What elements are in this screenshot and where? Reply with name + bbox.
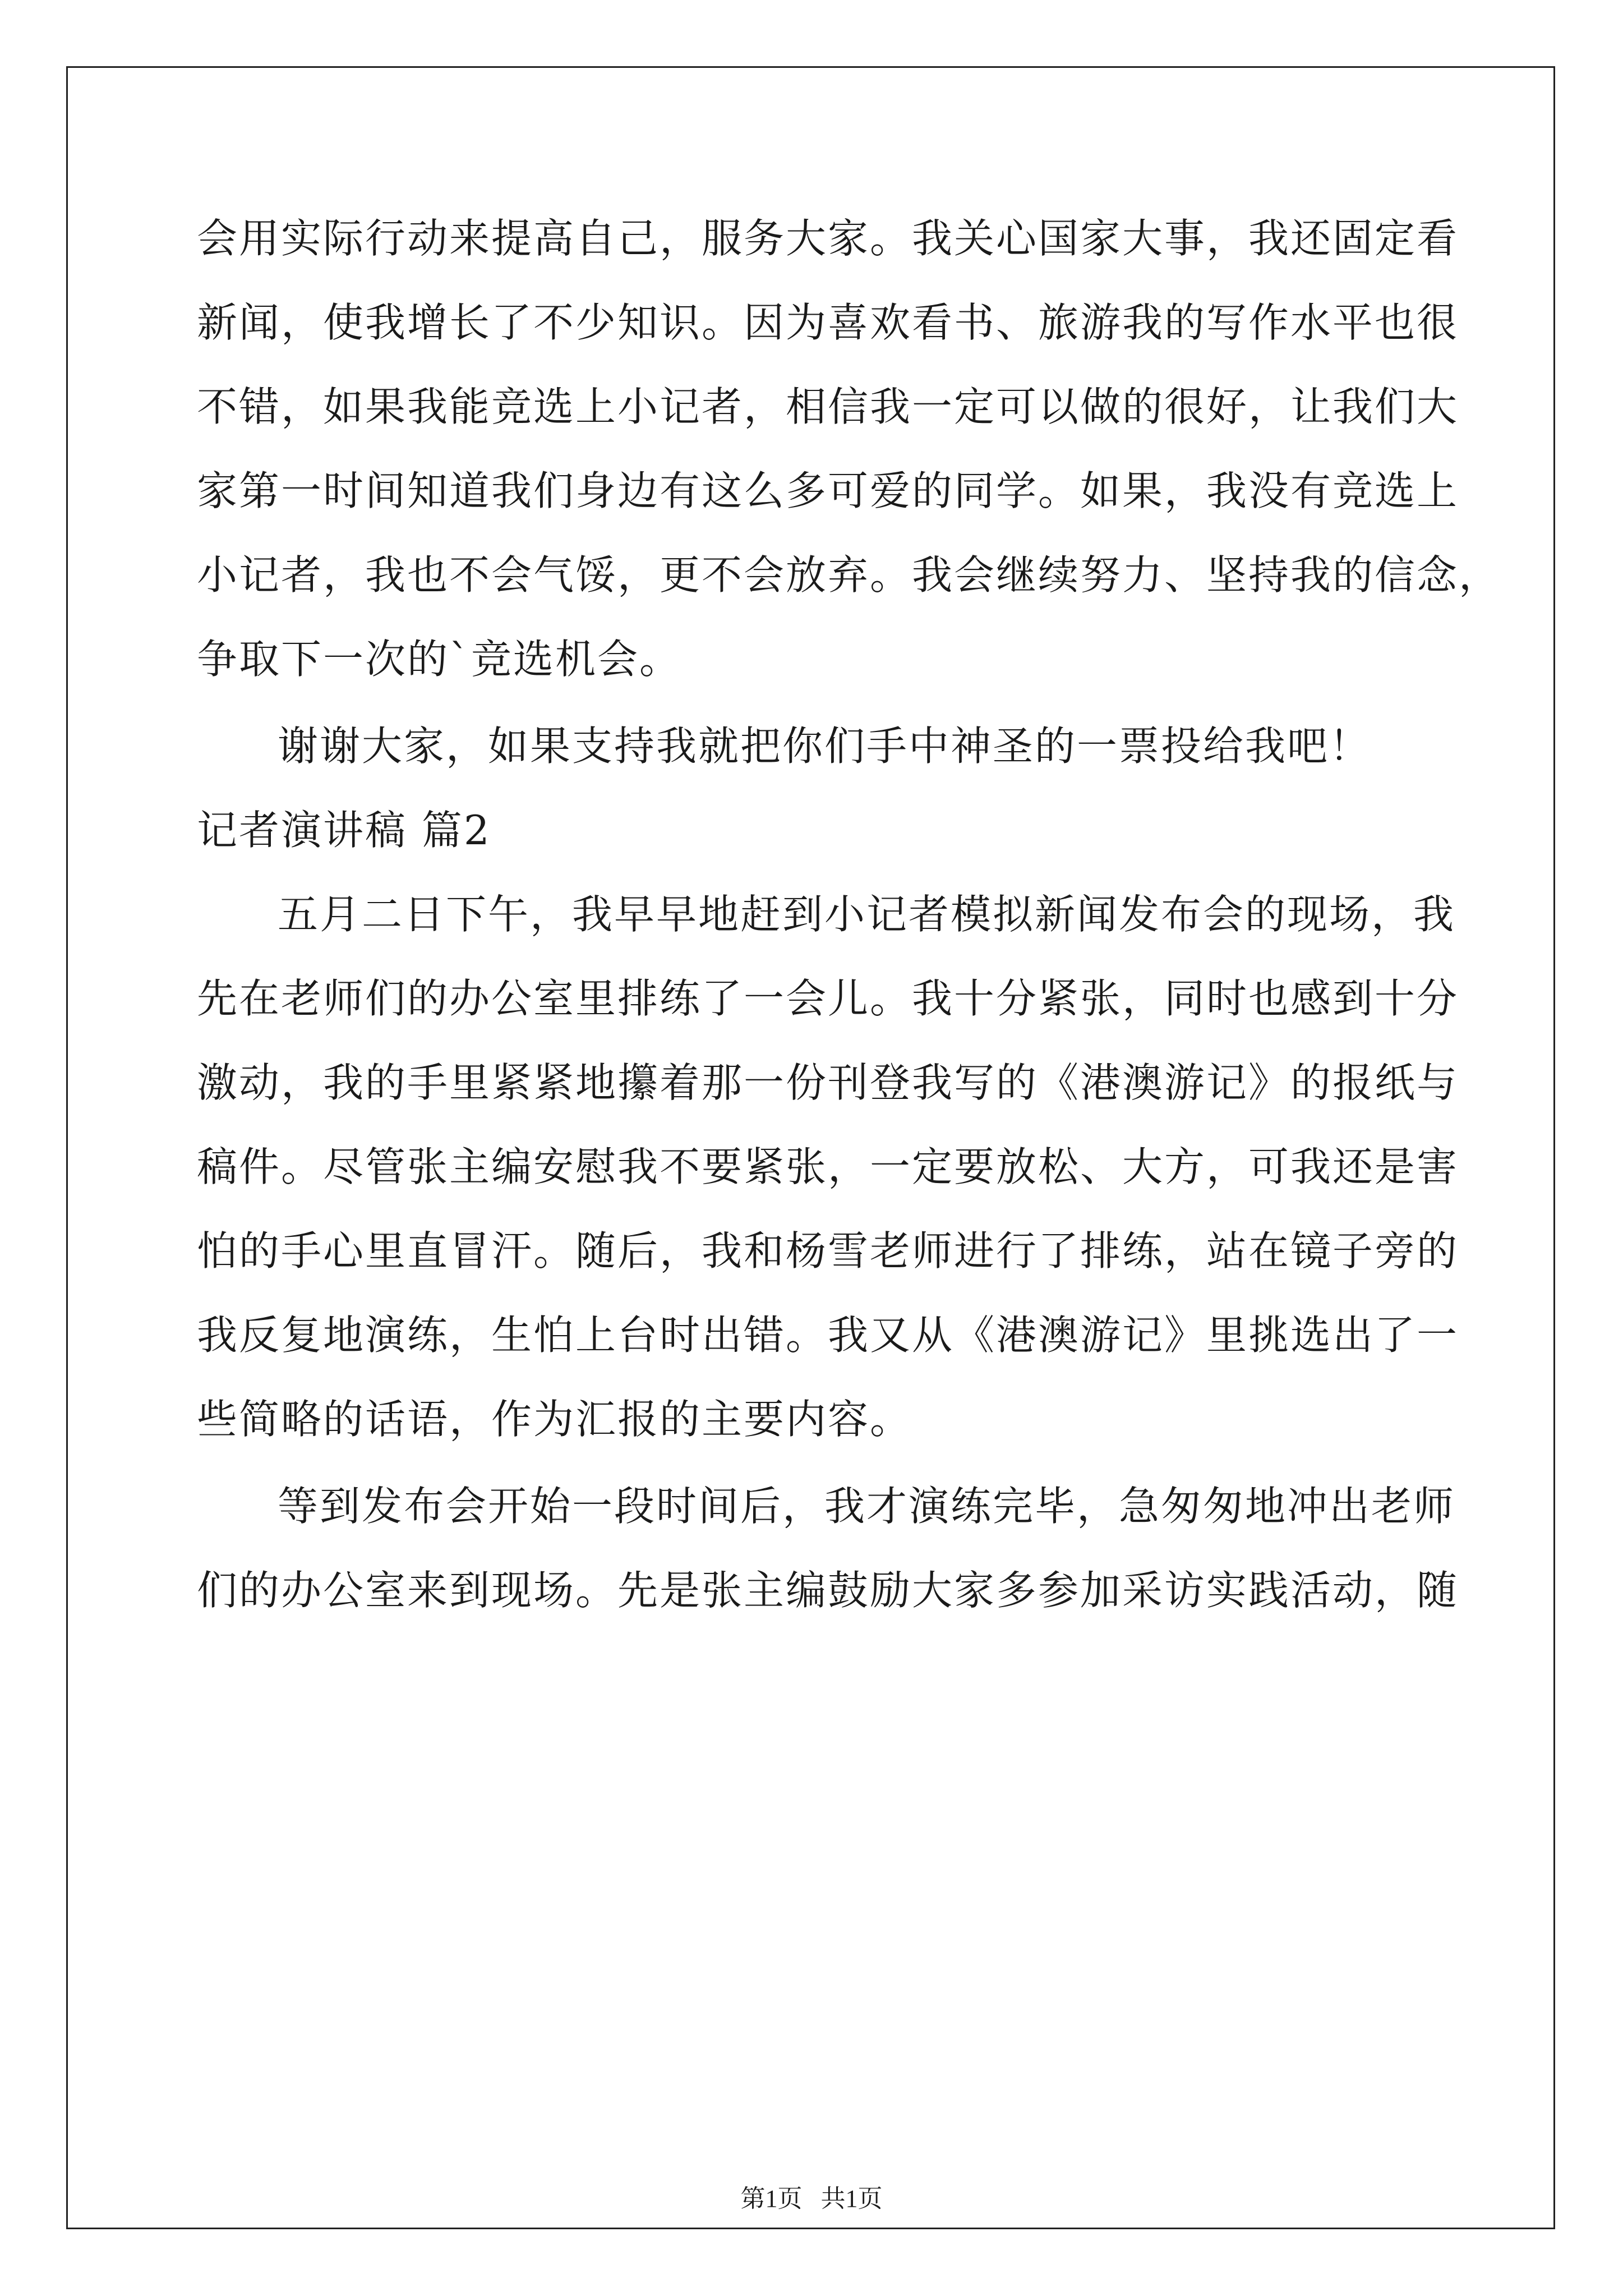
body-text-line: 五月二日下午，我早早地赶到小记者模拟新闻发布会的现场，我 xyxy=(278,891,1456,938)
body-text-line: 小记者，我也不会气馁，更不会放弃。我会继续努力、坚持我的信念， xyxy=(197,551,1501,599)
body-text-line: 新闻，使我增长了不少知识。因为喜欢看书、旅游我的写作水平也很 xyxy=(197,299,1459,346)
body-text-line: 激动，我的手里紧紧地攥着那一份刊登我写的《港澳游记》的报纸与 xyxy=(197,1059,1459,1106)
body-text-line: 争取下一次的`竞选机会。 xyxy=(197,636,682,683)
body-text-line: 怕的手心里直冒汗。随后，我和杨雪老师进行了排练，站在镜子旁的 xyxy=(197,1227,1459,1274)
body-text-line: 们的办公室来到现场。先是张主编鼓励大家多参加采访实践活动，随 xyxy=(197,1567,1459,1614)
body-text-line: 等到发布会开始一段时间后，我才演练完毕，急匆匆地冲出老师 xyxy=(278,1483,1456,1530)
body-text-line: 家第一时间知道我们身边有这么多可爱的同学。如果，我没有竞选上 xyxy=(197,467,1459,514)
body-text-line: 些简略的话语，作为汇报的主要内容。 xyxy=(197,1396,912,1443)
page-number-footer: 第1页 共1页 xyxy=(740,2185,883,2212)
body-text-line: 我反复地演练，生怕上台时出错。我又从《港澳游记》里挑选出了一 xyxy=(197,1312,1459,1359)
body-text-line: 不错，如果我能竞选上小记者，相信我一定可以做的很好，让我们大 xyxy=(197,383,1459,430)
body-text-line: 稿件。尽管张主编安慰我不要紧张，一定要放松、大方，可我还是害 xyxy=(197,1143,1459,1190)
body-text-line: 会用实际行动来提高自己，服务大家。我关心国家大事，我还固定看 xyxy=(197,215,1459,262)
section-heading: 记者演讲稿 篇2 xyxy=(197,807,491,854)
body-text-line: 谢谢大家，如果支持我就把你们手中神圣的一票投给我吧！ xyxy=(278,723,1372,770)
body-text-line: 先在老师们的办公室里排练了一会儿。我十分紧张，同时也感到十分 xyxy=(197,975,1459,1022)
